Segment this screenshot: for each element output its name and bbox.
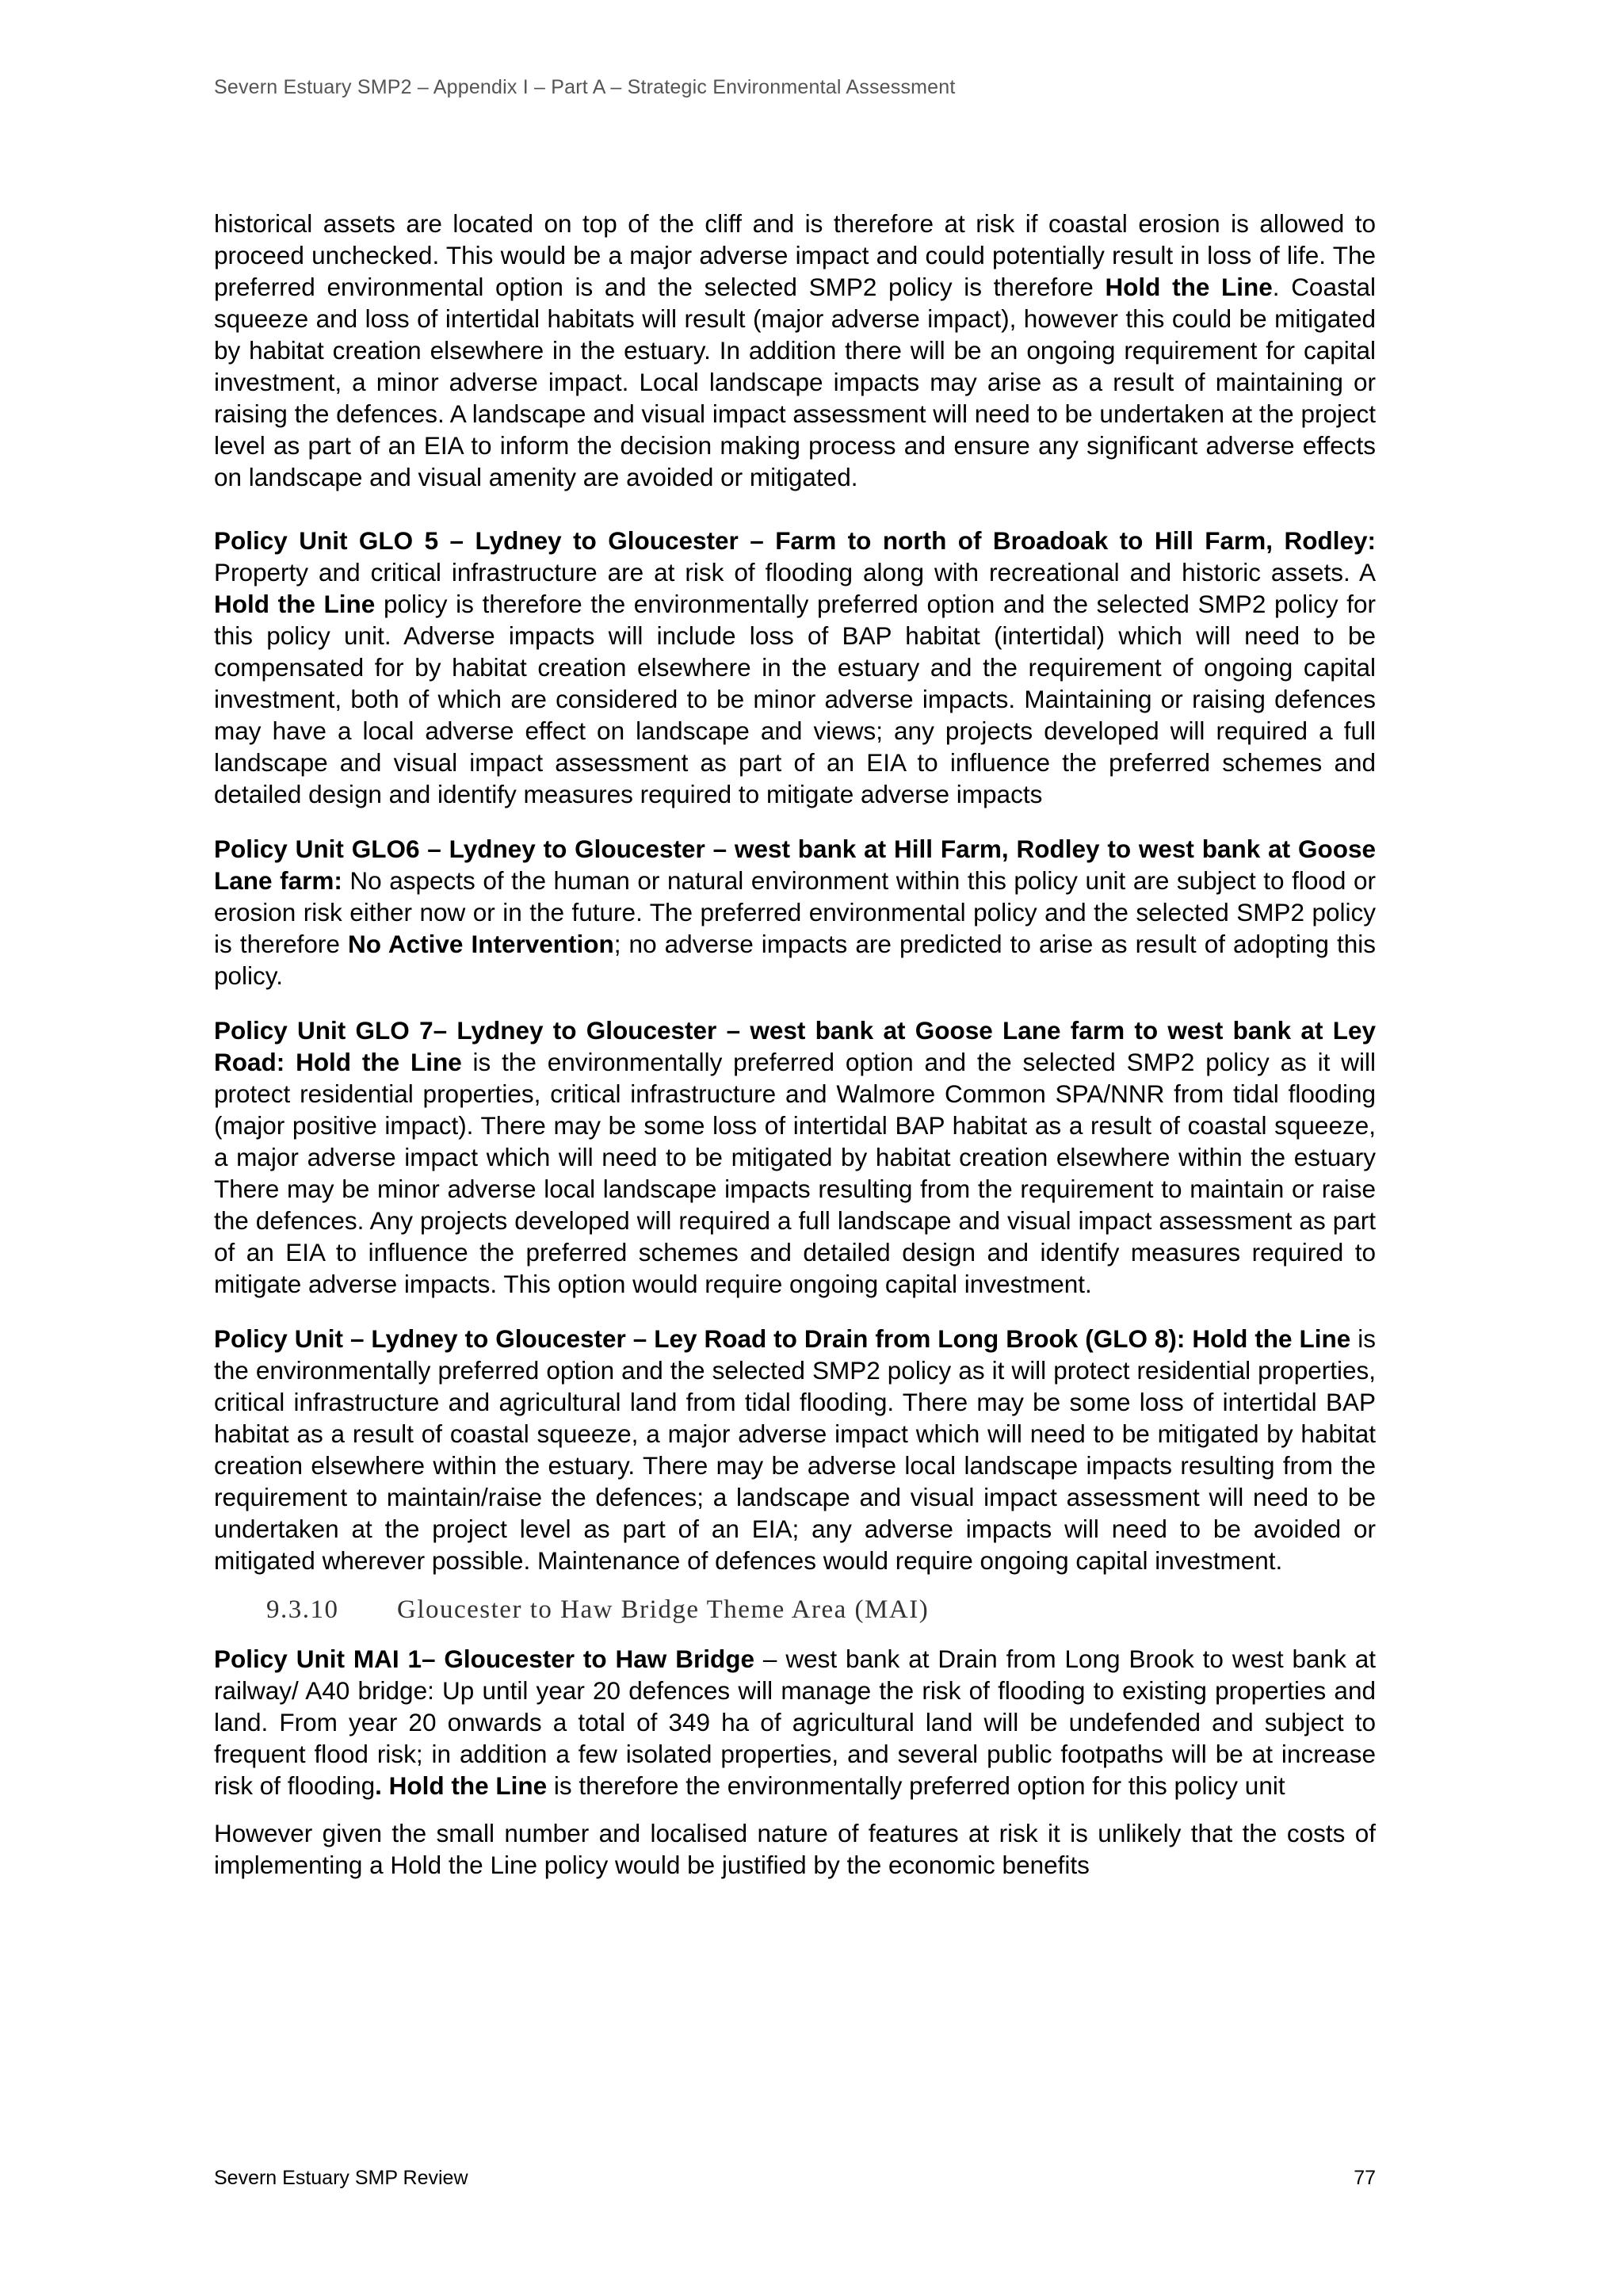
policy-emphasis: No Active Intervention (347, 930, 614, 958)
paragraph-glo5 (214, 525, 1376, 810)
section-heading (214, 1591, 1376, 1629)
policy-unit-heading: Policy Unit GLO 7– Lydney to Gloucester – west bank at Goose Lane farm to west bank at Ley Road: Hold the Line (214, 1016, 1376, 1076)
section-title: Gloucester to Haw Bridge Theme Area (MAI) (397, 1595, 930, 1624)
text: ; no adverse impacts are predicted to arise as result of adopting this policy. (214, 930, 1376, 990)
section-number: 9.3.10 (266, 1595, 339, 1624)
text: is therefore the environmentally preferred option for this policy unit (547, 1771, 1285, 1800)
text: is the environmentally preferred option and the selected SMP2 policy as it will protect residential properties, critical infrastructure and agricultural land from tidal flooding. There may be some loss of intertidal BAP habitat as a result of coastal squeeze, a major adverse impact which will need to be mitigated by habitat creation elsewhere within the estuary. There may be adverse local landscape impacts resulting from the requirement to maintain/raise the defences; a landscape and visual impact assessment will need to be undertaken at the project level as part of an EIA; any adverse impacts will need to be avoided or mitigated wherever possible. Maintenance of defences would require ongoing capital investment. (214, 1324, 1377, 1575)
paragraph-glo7 (214, 1014, 1376, 1300)
running-header: Severn Estuary SMP2 – Appendix I – Part A – Strategic Environmental Assessment (214, 76, 956, 98)
paragraph-mai1-continued (214, 1817, 1376, 1881)
text: . Coastal squeeze and loss of intertidal habitats will result (major adverse impact), however this could be mitigated by habitat creation elsewhere in the estuary. In addition there will be an ongoing requirement for capital investment, a minor adverse impact. Local landscape impacts may arise as a result of maintaining or raising the defences. A landscape and visual impact assessment will need to be undertaken at the project level as part of an EIA to inform the decision making process and ensure any significant adverse effects on landscape and visual amenity are avoided or mitigated. (214, 273, 1376, 491)
policy-emphasis: Hold the Line (1105, 273, 1273, 301)
text: is the environmentally preferred option and the selected SMP2 policy as it will protect residential properties, critical infrastructure and Walmore Common SPA/NNR from tidal flooding (major positive impact). There may be some loss of intertidal BAP habitat as a result of coastal squeeze, a major adverse impact which will need to be mitigated by habitat creation elsewhere within the estuary There may be minor adverse local landscape impacts resulting from the requirement to maintain or raise the defences. Any projects developed will required a full landscape and visual impact assessment as part of an EIA to influence the preferred schemes and detailed design and identify measures required to mitigate adverse impacts. This option would require ongoing capital investment. (214, 1048, 1376, 1298)
policy-unit-heading: Policy Unit MAI 1– Gloucester to Haw Bridge (214, 1645, 754, 1673)
policy-unit-heading: Policy Unit – Lydney to Gloucester – Ley Road to Drain from Long Brook (GLO 8): Hold the Line (214, 1324, 1351, 1353)
paragraph-glo6 (214, 833, 1376, 991)
text: Property and critical infrastructure are at risk of flooding along with recreational and historic assets. A (214, 558, 1376, 586)
body-text (214, 208, 1376, 1881)
footer-document-title: Severn Estuary SMP Review (214, 2167, 468, 2189)
policy-emphasis: . Hold the Line (375, 1771, 548, 1800)
paragraph-glo8 (214, 1323, 1376, 1576)
policy-unit-heading: Policy Unit GLO6 – Lydney to Gloucester – west bank at Hill Farm, Rodley to west bank at Goose Lane farm: (214, 835, 1376, 895)
paragraph-cliff-assets (214, 208, 1376, 493)
text: No aspects of the human or natural environment within this policy unit are subject to flood or erosion risk either now or in the future. The preferred environmental policy and the selected SMP2 policy is therefore (214, 866, 1376, 958)
page-number: 77 (1354, 2167, 1376, 2189)
policy-emphasis: Hold the Line (214, 590, 376, 618)
text: historical assets are located on top of the cliff and is therefore at risk if coastal erosion is allowed to proceed unchecked. This would be a major adverse impact and could potentially result in loss of life. The preferred environmental option is and the selected SMP2 policy is therefore (214, 209, 1376, 301)
policy-unit-heading: Policy Unit GLO 5 – Lydney to Gloucester – Farm to north of Broadoak to Hill Farm, Rodley: (214, 526, 1376, 555)
text: However given the small number and localised nature of features at risk it is unlikely that the costs of implementing a Hold the Line policy would be justified by the economic benefits (214, 1819, 1376, 1879)
paragraph-mai1 (214, 1643, 1376, 1801)
text: policy is therefore the environmentally preferred option and the selected SMP2 policy for this policy unit. Adverse impacts will include loss of BAP habitat (intertidal) which will need to be compensated for by habitat creation elsewhere in the estuary and the requirement of ongoing capital investment, both of which are considered to be minor adverse impacts. Maintaining or raising defences may have a local adverse effect on landscape and views; any projects developed will required a full landscape and visual impact assessment as part of an EIA to influence the preferred schemes and detailed design and identify measures required to mitigate adverse impacts (214, 590, 1376, 808)
text: – west bank at Drain from Long Brook to west bank at railway/ A40 bridge: Up until year 20 defences will manage the risk of flooding to existing properties and land. From year 20 onwards a total of 349 ha of agricultural land will be undefended and subject to frequent flood risk; in addition a few isolated properties, and several public footpaths will be at increase risk of flooding (214, 1645, 1376, 1800)
